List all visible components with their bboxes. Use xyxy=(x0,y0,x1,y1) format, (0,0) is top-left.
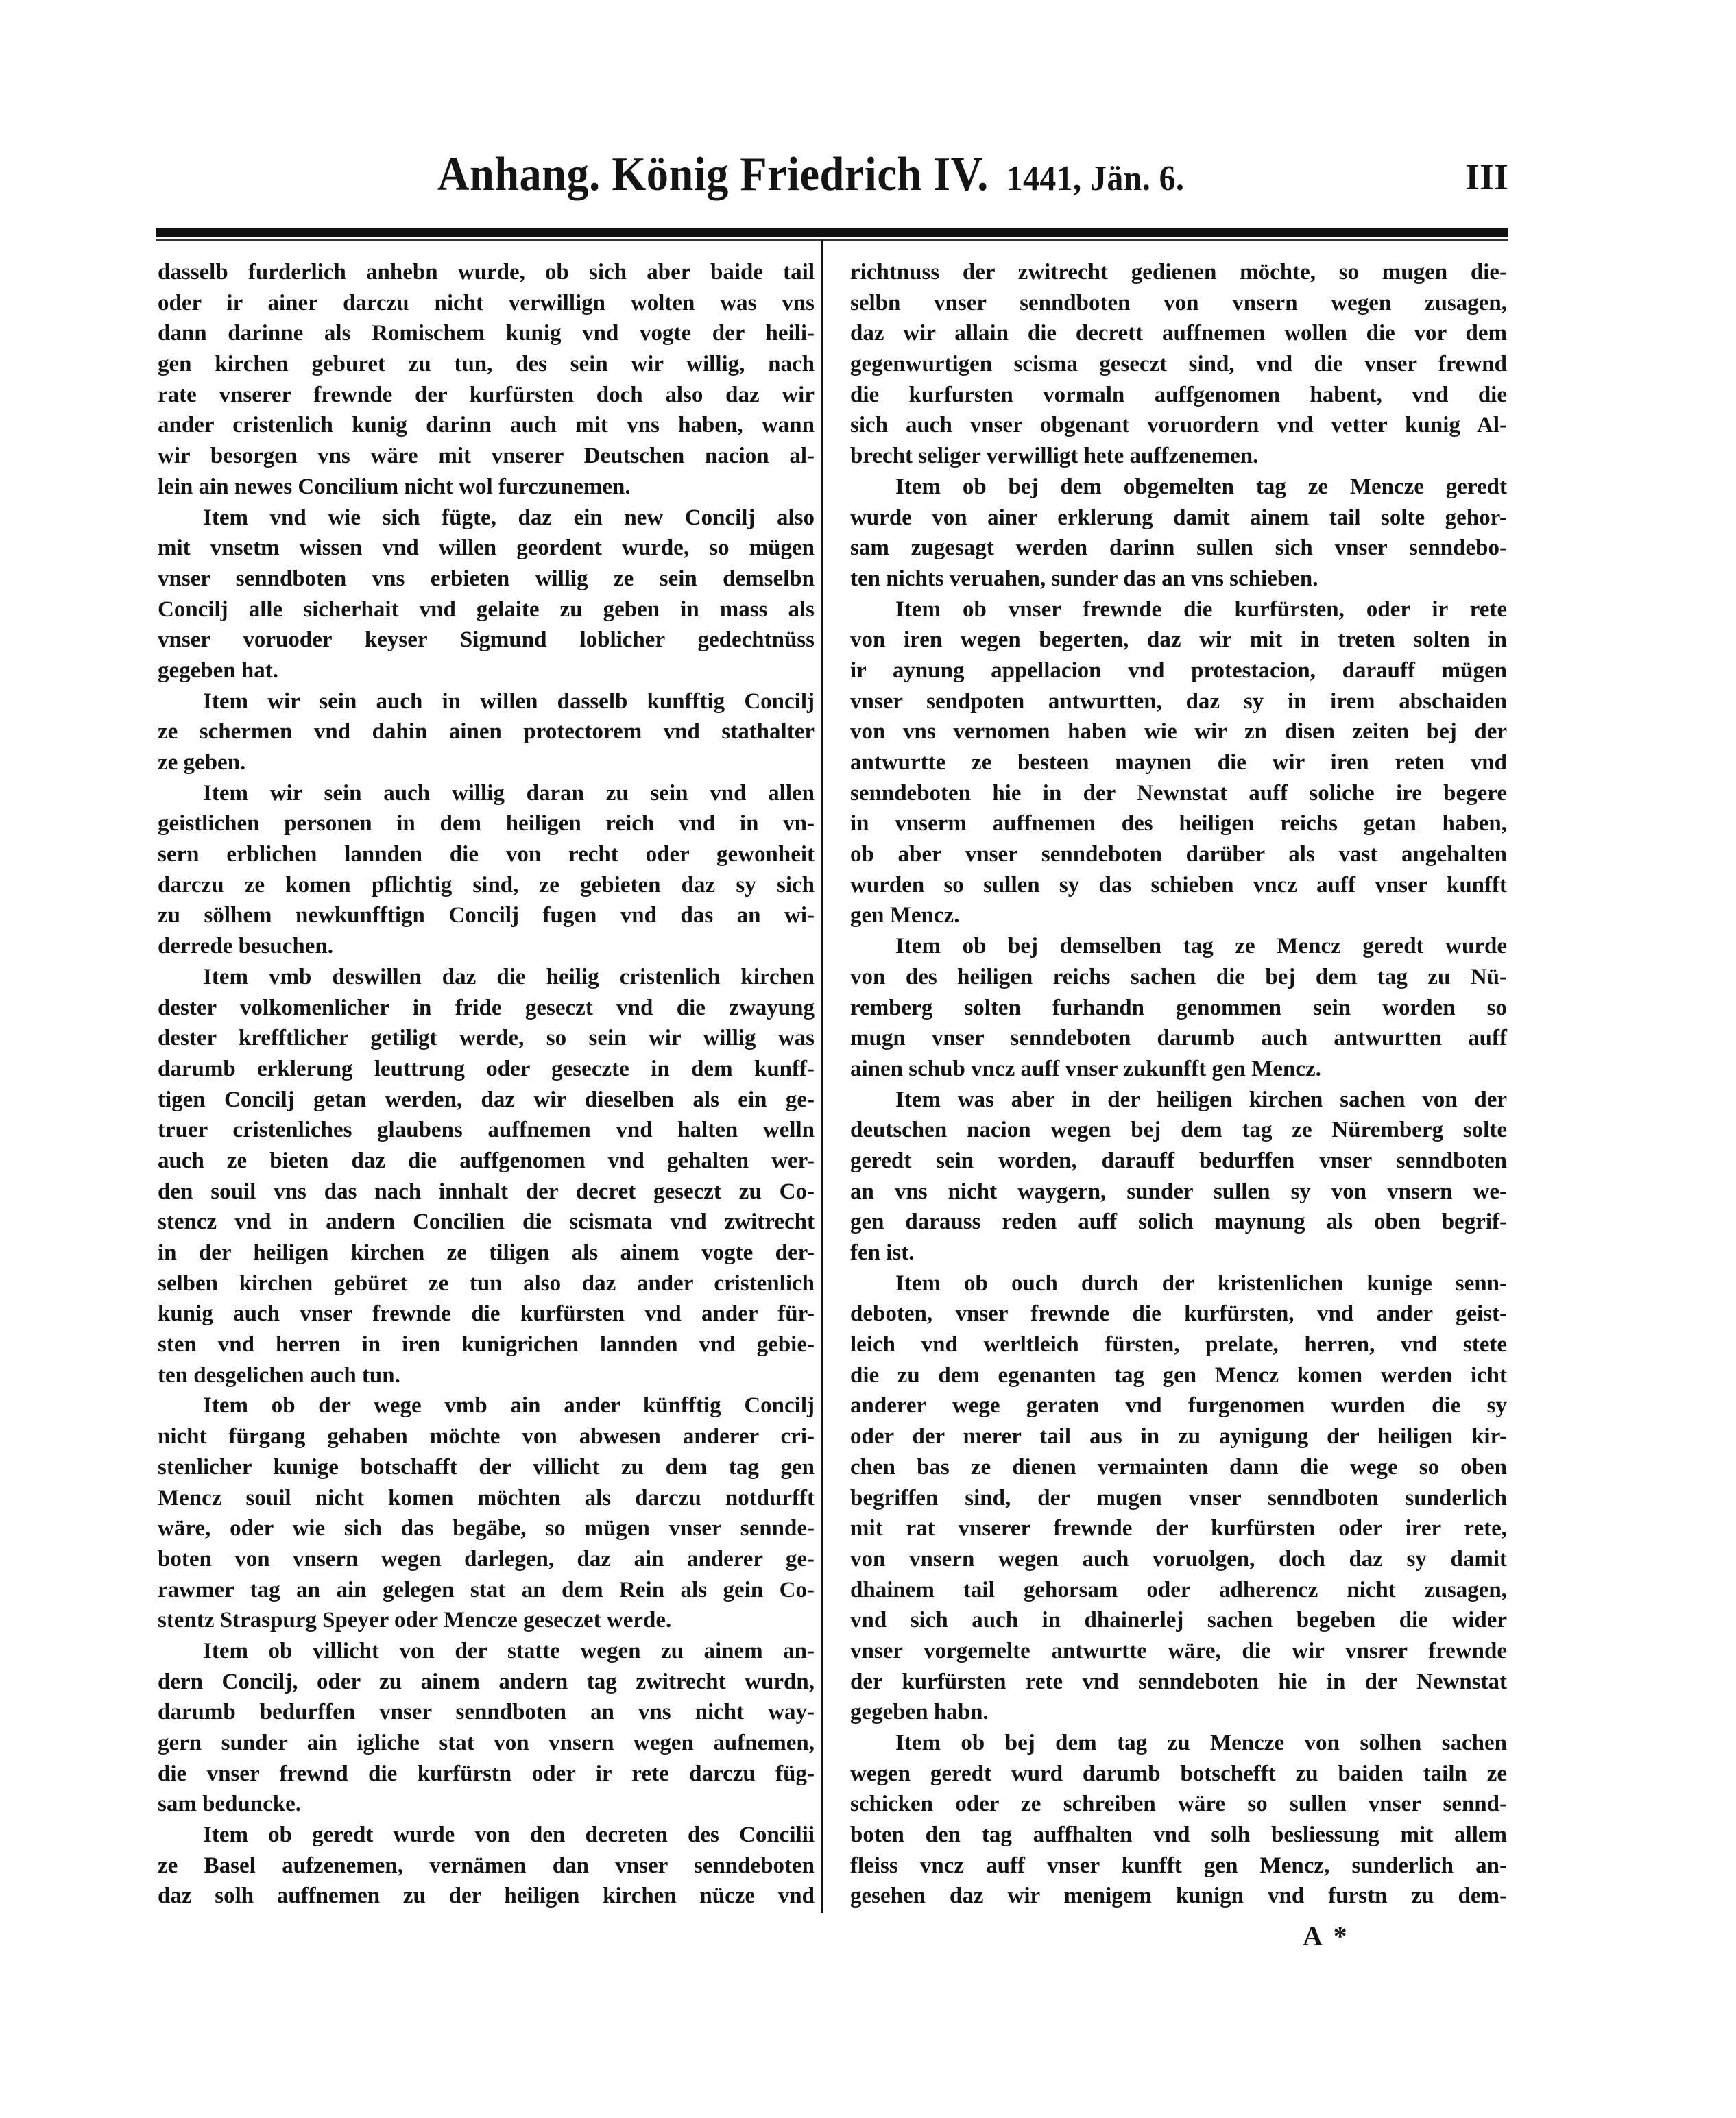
text-line: von des heiligen reichs sachen die bej dem tag zu Nü- xyxy=(850,964,1507,989)
text-line: anderer wege geraten vnd furgenomen wurden die sy xyxy=(850,1393,1507,1419)
text-line: gern sunder ain igliche stat von vnsern wegen aufnemen, xyxy=(158,1731,815,1755)
text-line: ze Basel aufzenemen, vernämen dan vnser senndeboten xyxy=(158,1853,815,1878)
text-line: richtnuss der zwitrecht gedienen möchte, so mugen die- xyxy=(850,260,1507,285)
text-line: dasselb furderlich anhebn wurde, ob sich aber baide tail xyxy=(158,260,815,285)
text-line: boten den tag auffhalten vnd solh besliessung mit allem xyxy=(850,1822,1507,1848)
text-line: Item was aber in der heiligen kirchen sachen von der xyxy=(895,1087,1507,1112)
text-line: selben kirchen gebüret ze tun also daz ander cristenlich xyxy=(158,1271,815,1296)
text-line: sam zugesagt werden darinn sullen sich vnser senndebo- xyxy=(850,535,1507,561)
left-column xyxy=(158,257,815,1912)
text-line: dester krefftlicher getiligt werde, so sein wir willig was xyxy=(158,1026,815,1051)
text-line: ze geben. xyxy=(158,750,246,775)
text-line: Item ob der wege vmb ain ander künfftig Concilj xyxy=(203,1393,815,1419)
text-line: zu sölhem newkunfftign Concilj fugen vnd das an wi- xyxy=(158,903,815,928)
header-rule-thin xyxy=(156,239,1508,241)
text-line: vnd sich auch in dhainerlej sachen begeben die wider xyxy=(850,1608,1507,1633)
text-line: dann darinne als Romischem kunig vnd vogte der heili- xyxy=(158,321,815,346)
paragraph xyxy=(850,1085,1507,1268)
text-line: darczu ze komen pflichtig sind, ze gebieten daz sy sich xyxy=(158,872,815,898)
text-line: Item ob bej dem tag zu Mencze von solhen sachen xyxy=(895,1731,1507,1755)
text-line: auch ze bieten daz die auffgenomen vnd gehalten wer- xyxy=(158,1148,815,1173)
text-line: mit vnsetm wissen vnd willen geordent wurde, so mügen xyxy=(158,535,815,561)
text-line: Item vmb deswillen daz die heilig cristenlich kirchen xyxy=(203,964,815,989)
text-line: an vns nicht waygern, sunder sullen sy von vnsern we- xyxy=(850,1179,1507,1204)
text-line: sten vnd herren in iren kunigrichen lannden vnd gebie- xyxy=(158,1332,815,1358)
text-line: lein ain newes Concilium nicht wol furczunemen. xyxy=(158,474,631,499)
text-line: Mencz souil nicht komen möchten als darczu notdurfft xyxy=(158,1485,815,1511)
text-line: fleiss vncz auff vnser kunfft gen Mencz, sunderlich an- xyxy=(850,1853,1507,1878)
text-line: Concilj alle sicherhait vnd gelaite zu geben in mass als xyxy=(158,597,815,622)
text-line: der kurfürsten rete vnd senndeboten hie in der Newnstat xyxy=(850,1669,1507,1694)
paragraph xyxy=(158,686,815,778)
text-line: die vnser frewnd die kurfürstn oder ir rete darczu füg- xyxy=(158,1761,815,1786)
text-line: mugn vnser senndeboten darumb auch antwurtten auff xyxy=(850,1026,1507,1051)
text-line: boten von vnsern wegen darlegen, daz ain anderer ge- xyxy=(158,1546,815,1572)
text-line: rate vnserer frewnde der kurfürsten doch also daz wir xyxy=(158,382,815,407)
text-line: chen bas ze dienen vermainten dann die wege so oben xyxy=(850,1454,1507,1480)
paragraph xyxy=(158,1391,815,1636)
text-line: gen kirchen geburet zu tun, des sein wir willig, nach xyxy=(158,352,815,377)
text-line: Item ob bej demselben tag ze Mencz geredt wurde xyxy=(895,934,1507,959)
text-line: die zu dem egenanten tag gen Mencz komen werden icht xyxy=(850,1362,1507,1388)
paragraph xyxy=(850,472,1507,594)
paragraph xyxy=(158,257,815,503)
text-line: daz wir allain die decrett auffnemen wollen die vor dem xyxy=(850,321,1507,346)
text-line: gegenwurtigen scisma geseczt sind, vnd die vnser frewnd xyxy=(850,352,1507,377)
text-line: Item ob ouch durch der kristenlichen kunige senn- xyxy=(895,1271,1507,1296)
text-line: dhainem tail gehorsam oder adherencz nicht zusagen, xyxy=(850,1577,1507,1602)
text-line: die kurfursten vormaln auffgenomen habent, vnd die xyxy=(850,382,1507,407)
text-line: truer cristenliches glaubens auffnemen vnd halten welln xyxy=(158,1118,815,1143)
text-line: wurde von ainer erklerung damit ainem tail solte gehor- xyxy=(850,505,1507,530)
text-line: senndeboten hie in der Newnstat auff soliche ire begere xyxy=(850,780,1507,806)
text-line: nicht fürgang gehaben möchte von abwesen anderer cri- xyxy=(158,1424,815,1449)
text-line: brecht seliger verwilligt hete auffzenemen. xyxy=(850,444,1259,469)
text-line: von vnsern wegen auch voruolgen, doch daz sy damit xyxy=(850,1546,1507,1572)
text-line: gen darauss reden auff solich maynung als oben begrif- xyxy=(850,1210,1507,1235)
paragraph xyxy=(158,778,815,962)
text-line: von vns vernomen haben wie wir zn disen zeiten bej der xyxy=(850,719,1507,745)
text-line: remberg solten furhandn genommen sein worden so xyxy=(850,995,1507,1020)
text-line: vnser senndboten vns erbieten willig ze sein demselbn xyxy=(158,566,815,591)
text-line: vnser voruoder keyser Sigmund loblicher gedechtnüss xyxy=(158,627,815,653)
text-line: wurden so sullen sy das schieben vncz auff vnser kunfft xyxy=(850,872,1507,898)
text-line: sam beduncke. xyxy=(158,1792,302,1817)
paragraph xyxy=(158,1820,815,1912)
text-line: Item vnd wie sich fügte, daz ein new Concilj also xyxy=(203,505,815,530)
text-line: vnser sendpoten antwurtten, daz sy in irem abschaiden xyxy=(850,688,1507,714)
text-line: vnser vorgemelte antwurtte wäre, die wir vnsrer frewnde xyxy=(850,1638,1507,1663)
text-line: geredt sein worden, darauff bedurffen vnser senndboten xyxy=(850,1148,1507,1173)
text-line: in vnserm auffnemen des heiligen reichs getan haben, xyxy=(850,811,1507,837)
text-line: ir aynung appellacion vnd protestacion, darauff mügen xyxy=(850,658,1507,683)
column-divider xyxy=(821,240,823,1913)
paragraph xyxy=(850,1268,1507,1728)
text-line: oder der merer tail aus in zu aynigung der heiligen kir- xyxy=(850,1424,1507,1449)
text-line: stencz vnd in andern Concilien die scismata vnd zwitrecht xyxy=(158,1210,815,1235)
text-line: sich auch vnser obgenant voruordern vnd vetter kunig Al- xyxy=(850,413,1507,438)
text-line: ten nichts veruahen, sunder das an vns schieben. xyxy=(850,566,1318,591)
paragraph xyxy=(158,1636,815,1820)
text-line: ander cristenlich kunig darinn auch mit vns haben, wann xyxy=(158,413,815,438)
signature-mark: A * xyxy=(1303,1921,1350,1951)
text-line: derrede besuchen. xyxy=(158,934,334,959)
text-line: deboten, vnser frewnde die kurfürsten, vnd ander geist- xyxy=(850,1301,1507,1327)
paragraph xyxy=(158,962,815,1391)
text-line: Item wir sein auch in willen dasselb kunfftig Concilj xyxy=(203,688,815,714)
text-line: wäre, oder wie sich das begäbe, so mügen vnser sennde- xyxy=(158,1516,815,1541)
text-line: gegeben habn. xyxy=(850,1700,989,1725)
text-line: wir besorgen vns wäre mit vnserer Deutschen nacion al- xyxy=(158,444,815,469)
text-line: ze schermen vnd dahin ainen protectorem vnd stathalter xyxy=(158,719,815,745)
header-rule-thick xyxy=(156,228,1508,237)
page-header xyxy=(156,147,1508,223)
text-line: schicken oder ze schreiben wäre so sullen vnser sennd- xyxy=(850,1792,1507,1817)
text-line: sern erblichen lannden die von recht oder gewonheit xyxy=(158,842,815,867)
paragraph xyxy=(850,594,1507,932)
text-line: geistlichen personen in dem heiligen reich vnd in vn- xyxy=(158,811,815,837)
text-line: von iren wegen begerten, daz wir mit in treten solten in xyxy=(850,627,1507,653)
text-line: ob aber vnser senndeboten darüber als vast angehalten xyxy=(850,842,1507,867)
text-line: rawmer tag an ain gelegen stat an dem Rein als gein Co- xyxy=(158,1577,815,1602)
text-line: selbn vnser senndboten von vnsern wegen zusagen, xyxy=(850,290,1507,315)
text-line: gen Mencz. xyxy=(850,903,960,928)
text-line: tigen Concilj getan werden, daz wir dieselben als ein ge- xyxy=(158,1087,815,1112)
paragraph xyxy=(850,257,1507,472)
text-line: stentz Straspurg Speyer oder Mencze geseczet werde. xyxy=(158,1608,672,1633)
text-line: ainen schub vncz auff vnser zukunfft gen Mencz. xyxy=(850,1056,1321,1081)
running-title-text: Anhang. König Friedrich IV. xyxy=(437,148,989,201)
text-line: Item wir sein auch willig daran zu sein vnd allen xyxy=(203,780,815,806)
paragraph xyxy=(850,1728,1507,1912)
text-line: wegen geredt wurd darumb botschefft zu baiden tailn ze xyxy=(850,1761,1507,1786)
paragraph xyxy=(158,503,815,686)
document-date: 1441, Jän. 6. xyxy=(1006,159,1185,198)
text-line: leich vnd werltleich fürsten, prelate, herren, vnd stete xyxy=(850,1332,1507,1358)
text-line: ten desgelichen auch tun. xyxy=(158,1362,400,1388)
text-line: stenlicher kunige botschafft der villicht zu dem tag gen xyxy=(158,1454,815,1480)
text-line: fen ist. xyxy=(850,1240,915,1265)
text-line: kunig auch vnser frewnde die kurfürsten vnd ander für- xyxy=(158,1301,815,1327)
right-column xyxy=(850,257,1507,1912)
text-line: in der heiligen kirchen ze tiligen als ainem vogte der- xyxy=(158,1240,815,1265)
text-line: darumb erklerung leuttrung oder geseczte in dem kunff- xyxy=(158,1056,815,1081)
text-line: den souil vns das nach innhalt der decret geseczt zu Co- xyxy=(158,1179,815,1204)
paragraph xyxy=(850,931,1507,1084)
text-line: Item ob vnser frewnde die kurfürsten, oder ir rete xyxy=(895,597,1507,622)
text-line: Item ob villicht von der statte wegen zu ainem an- xyxy=(203,1638,815,1663)
text-line: begriffen sind, der mugen vnser senndboten sunderlich xyxy=(850,1485,1507,1511)
text-line: mit rat vnserer frewnde der kurfürsten oder irer rete, xyxy=(850,1516,1507,1541)
page-number: III xyxy=(1464,156,1508,197)
text-line: gesehen daz wir menigem kunign vnd furstn zu dem- xyxy=(850,1884,1507,1909)
text-line: gegeben hat. xyxy=(158,658,278,683)
text-line: dester volkomenlicher in fride geseczt vnd die zwayung xyxy=(158,995,815,1020)
text-line: Item ob bej dem obgemelten tag ze Mencze geredt xyxy=(895,474,1507,499)
running-title xyxy=(437,147,1184,202)
text-line: darumb bedurffen vnser senndboten an vns nicht way- xyxy=(158,1700,815,1725)
text-line: dern Concilj, oder zu ainem andern tag zwitrecht wurdn, xyxy=(158,1669,815,1694)
text-line: oder ir ainer darczu nicht verwillign wolten was vns xyxy=(158,290,815,315)
text-line: daz solh auffnemen zu der heiligen kirchen nücze vnd xyxy=(158,1884,815,1909)
text-line: antwurtte ze besteen maynen die wir iren reten vnd xyxy=(850,750,1507,775)
text-line: deutschen nacion wegen bej dem tag ze Nüremberg solte xyxy=(850,1118,1507,1143)
text-line: Item ob geredt wurde von den decreten des Concilii xyxy=(203,1822,815,1848)
